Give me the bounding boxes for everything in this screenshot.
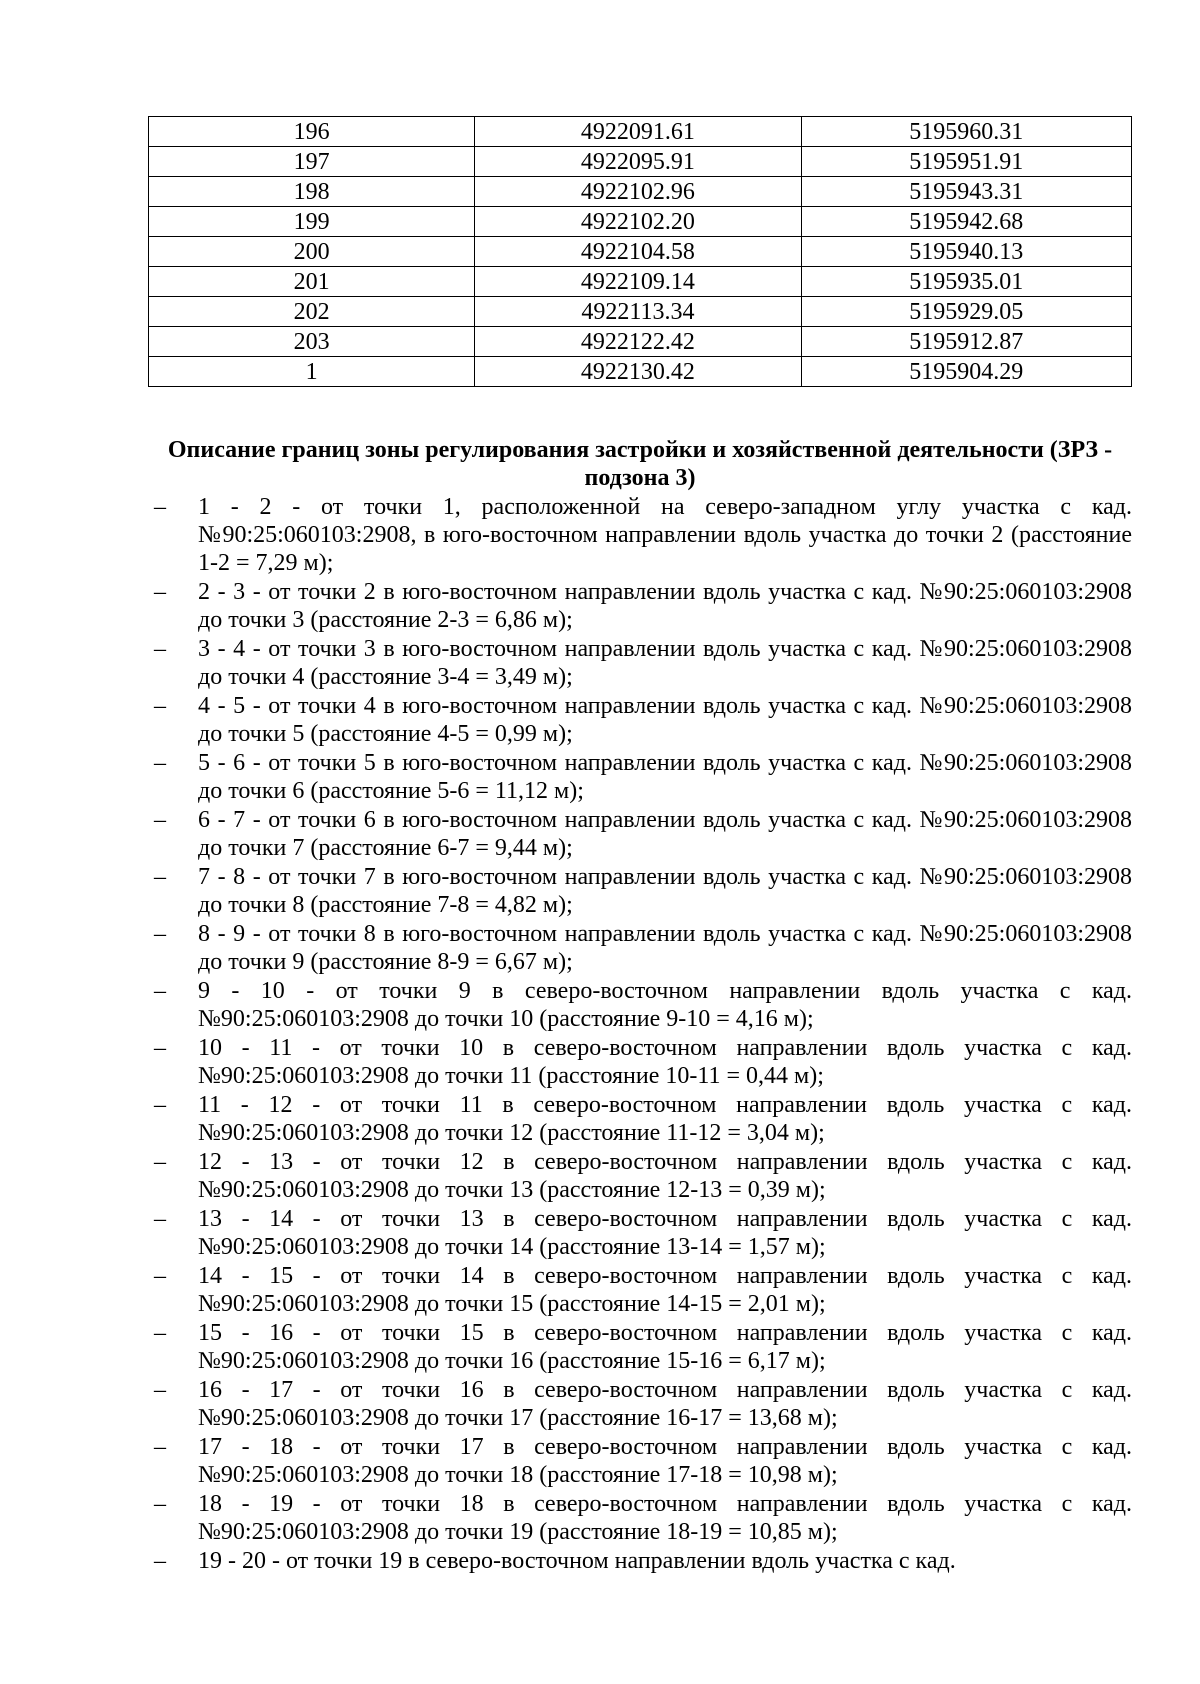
list-item-text: 1 - 2 - от точки 1, расположенной на северо-западном углу участка с кад. №90:25:060103:2908, в юго-восточном направлении вдоль участка до точки 2 (расстояние 1-2 = 7,29 м); [198,494,1132,576]
y-coordinate-cell: 5195935.01 [801,267,1131,297]
list-item [0,635,1132,691]
list-item [0,806,1132,862]
list-item [0,578,1132,634]
list-item [0,749,1132,805]
x-coordinate-cell: 4922104.58 [475,237,801,267]
list-item-text: 2 - 3 - от точки 2 в юго-восточном направлении вдоль участка с кад. №90:25:060103:2908 до точки 3 (расстояние 2-3 = 6,86 м); [198,579,1132,633]
point-number-cell: 203 [149,327,475,357]
x-coordinate-cell: 4922113.34 [475,297,801,327]
bullet-dash: – [154,921,166,947]
list-item [0,1547,1132,1575]
table-row [149,117,1132,147]
y-coordinate-cell: 5195904.29 [801,357,1131,387]
bullet-dash: – [154,1491,166,1517]
table-row [149,267,1132,297]
x-coordinate-cell: 4922095.91 [475,147,801,177]
point-number-cell: 1 [149,357,475,387]
list-item-text: 14 - 15 - от точки 14 в северо-восточном направлении вдоль участка с кад. №90:25:060103:2908 до точки 15 (расстояние 14-15 = 2,01 м); [198,1263,1132,1317]
y-coordinate-cell: 5195912.87 [801,327,1131,357]
list-item-text: 4 - 5 - от точки 4 в юго-восточном направлении вдоль участка с кад. №90:25:060103:2908 до точки 5 (расстояние 4-5 = 0,99 м); [198,693,1132,747]
bullet-dash: – [154,1149,166,1175]
list-item-text: 15 - 16 - от точки 15 в северо-восточном направлении вдоль участка с кад. №90:25:060103:2908 до точки 16 (расстояние 15-16 = 6,17 м); [198,1320,1132,1374]
x-coordinate-cell: 4922102.96 [475,177,801,207]
list-item-text: 5 - 6 - от точки 5 в юго-восточном направлении вдоль участка с кад. №90:25:060103:2908 до точки 6 (расстояние 5-6 = 11,12 м); [198,750,1132,804]
list-item [0,692,1132,748]
bullet-dash: – [154,807,166,833]
list-item-text: 7 - 8 - от точки 7 в юго-восточном направлении вдоль участка с кад. №90:25:060103:2908 до точки 8 (расстояние 7-8 = 4,82 м); [198,864,1132,918]
list-item-text: 17 - 18 - от точки 17 в северо-восточном направлении вдоль участка с кад. №90:25:060103:2908 до точки 18 (расстояние 17-18 = 10,98 м); [198,1434,1132,1488]
bullet-dash: – [154,494,166,520]
list-item [0,1091,1132,1147]
bullet-dash: – [154,1434,166,1460]
table-row [149,237,1132,267]
x-coordinate-cell: 4922102.20 [475,207,801,237]
section-title: Описание границ зоны регулирования застройки и хозяйственной деятельности (ЗРЗ - подзона 3) [167,437,1113,491]
list-item [0,493,1132,577]
point-number-cell: 199 [149,207,475,237]
bullet-dash: – [154,579,166,605]
point-number-cell: 196 [149,117,475,147]
list-item-text: 9 - 10 - от точки 9 в северо-восточном направлении вдоль участка с кад. №90:25:060103:2908 до точки 10 (расстояние 9-10 = 4,16 м); [198,978,1132,1032]
list-item [0,1490,1132,1546]
table-row [149,177,1132,207]
bullet-dash: – [154,1092,166,1118]
list-item [0,977,1132,1033]
list-item-text: 13 - 14 - от точки 13 в северо-восточном направлении вдоль участка с кад. №90:25:060103:2908 до точки 14 (расстояние 13-14 = 1,57 м); [198,1206,1132,1260]
bullet-dash: – [154,1035,166,1061]
point-number-cell: 201 [149,267,475,297]
bullet-dash: – [154,750,166,776]
list-item-text: 10 - 11 - от точки 10 в северо-восточном направлении вдоль участка с кад. №90:25:060103:2908 до точки 11 (расстояние 10-11 = 0,44 м); [198,1035,1132,1089]
list-item-text: 16 - 17 - от точки 16 в северо-восточном направлении вдоль участка с кад. №90:25:060103:2908 до точки 17 (расстояние 16-17 = 13,68 м); [198,1377,1132,1431]
boundary-description-list [0,493,1200,1576]
y-coordinate-cell: 5195929.05 [801,297,1131,327]
bullet-dash: – [154,1548,166,1574]
y-coordinate-cell: 5195951.91 [801,147,1131,177]
list-item [0,1034,1132,1090]
y-coordinate-cell: 5195943.31 [801,177,1131,207]
list-item-text: 3 - 4 - от точки 3 в юго-восточном направлении вдоль участка с кад. №90:25:060103:2908 до точки 4 (расстояние 3-4 = 3,49 м); [198,636,1132,690]
bullet-dash: – [154,636,166,662]
x-coordinate-cell: 4922109.14 [475,267,801,297]
list-item [0,863,1132,919]
y-coordinate-cell: 5195942.68 [801,207,1131,237]
x-coordinate-cell: 4922122.42 [475,327,801,357]
coordinates-table [148,116,1132,387]
table-row [149,327,1132,357]
table-row [149,357,1132,387]
bullet-dash: – [154,693,166,719]
list-item-text: 8 - 9 - от точки 8 в юго-восточном направлении вдоль участка с кад. №90:25:060103:2908 до точки 9 (расстояние 8-9 = 6,67 м); [198,921,1132,975]
list-item-text: 18 - 19 - от точки 18 в северо-восточном направлении вдоль участка с кад. №90:25:060103:2908 до точки 19 (расстояние 18-19 = 10,85 м); [198,1491,1132,1545]
point-number-cell: 197 [149,147,475,177]
list-item [0,1262,1132,1318]
list-item-text: 11 - 12 - от точки 11 в северо-восточном направлении вдоль участка с кад. №90:25:060103:2908 до точки 12 (расстояние 11-12 = 3,04 м); [198,1092,1132,1146]
list-item [0,1148,1132,1204]
list-item [0,1205,1132,1261]
point-number-cell: 198 [149,177,475,207]
bullet-dash: – [154,1263,166,1289]
table-row [149,207,1132,237]
bullet-dash: – [154,1206,166,1232]
x-coordinate-cell: 4922130.42 [475,357,801,387]
table-row [149,297,1132,327]
list-item [0,1376,1132,1432]
list-item-text: 19 - 20 - от точки 19 в северо-восточном направлении вдоль участка с кад. [198,1548,956,1574]
point-number-cell: 200 [149,237,475,267]
x-coordinate-cell: 4922091.61 [475,117,801,147]
y-coordinate-cell: 5195940.13 [801,237,1131,267]
bullet-dash: – [154,978,166,1004]
table-row [149,147,1132,177]
y-coordinate-cell: 5195960.31 [801,117,1131,147]
point-number-cell: 202 [149,297,475,327]
list-item [0,920,1132,976]
list-item-text: 6 - 7 - от точки 6 в юго-восточном направлении вдоль участка с кад. №90:25:060103:2908 до точки 7 (расстояние 6-7 = 9,44 м); [198,807,1132,861]
bullet-dash: – [154,864,166,890]
bullet-dash: – [154,1320,166,1346]
bullet-dash: – [154,1377,166,1403]
list-item-text: 12 - 13 - от точки 12 в северо-восточном направлении вдоль участка с кад. №90:25:060103:2908 до точки 13 (расстояние 12-13 = 0,39 м); [198,1149,1132,1203]
coordinates-table-body [149,117,1132,387]
list-item [0,1319,1132,1375]
list-item [0,1433,1132,1489]
